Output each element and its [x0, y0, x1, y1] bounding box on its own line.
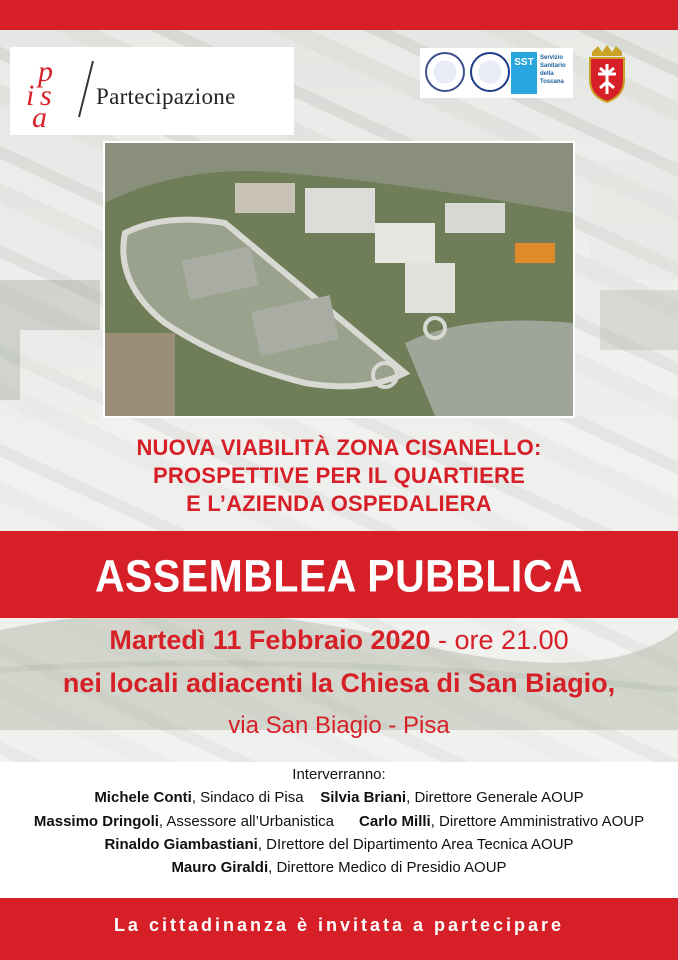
speaker-role: , Direttore Medico di Presidio AOUP	[268, 859, 507, 876]
pisa-crest-icon	[586, 44, 628, 104]
top-red-bar	[0, 0, 678, 30]
university-seal-icon	[425, 52, 465, 92]
speakers-row-4	[0, 859, 678, 876]
speaker-role: , Direttore Generale AOUP	[406, 789, 584, 806]
event-headline	[0, 434, 678, 518]
speakers-intro: Interverranno:	[292, 766, 386, 783]
headline-line-1: NUOVA VIABILITÀ ZONA CISANELLO:	[136, 435, 542, 460]
event-time: - ore 21.00	[438, 625, 569, 655]
event-address: via San Biagio - Pisa	[228, 712, 450, 739]
headline-line-3: E L’AZIENDA OSPEDALIERA	[186, 491, 492, 516]
speakers-panel	[0, 762, 678, 898]
speakers-row-2	[0, 813, 678, 830]
footer-banner	[0, 898, 678, 960]
logo-divider	[78, 61, 94, 117]
speaker-name: Massimo Dringoli	[33, 813, 159, 830]
speaker-role: , DIrettore del Dipartimento Area Tecnica AOUP	[257, 836, 574, 853]
speaker-name: Michele Conti	[94, 789, 192, 806]
speakers-row-1	[0, 789, 678, 806]
speaker-role: , Direttore Amministrativo AOUP	[430, 813, 645, 830]
sst-logo-box: SST	[511, 52, 537, 94]
event-venue: nei locali adiacenti la Chiesa di San Biagio,	[62, 668, 616, 698]
speakers-row-3	[0, 836, 678, 853]
isa-logo-icon	[24, 53, 76, 129]
event-date-line	[0, 625, 678, 656]
sponsor-logos-panel	[420, 48, 573, 98]
headline-line-2: PROSPETTIVE PER IL QUARTIERE	[153, 463, 525, 488]
speaker-name: Mauro Giraldi	[171, 859, 269, 876]
svg-text:a: a	[32, 101, 47, 129]
event-date: Martedì 11 Febbraio 2020	[109, 625, 431, 655]
speaker-name: Carlo Milli	[359, 813, 431, 830]
speaker-role: , Sindaco di Pisa	[191, 789, 304, 806]
footer-invitation: La cittadinanza è invitata a partecipare	[113, 915, 565, 935]
aerial-hospital-photo	[103, 141, 575, 418]
banner-title: ASSEMBLEA PUBBLICA	[94, 550, 584, 602]
sst-logo-text: Servizio Sanitario della Toscana	[540, 55, 566, 85]
speaker-name: Silvia Briani	[320, 789, 407, 806]
svg-text:s: s	[40, 79, 52, 112]
logo-title: Partecipazione	[96, 84, 236, 109]
sst-logo	[511, 52, 569, 94]
partecipazione-logo-panel	[10, 47, 294, 135]
svg-text:i: i	[26, 79, 35, 112]
speaker-name: Rinaldo Giambastiani	[104, 836, 258, 853]
svg-text:p: p	[38, 55, 53, 88]
title-banner	[0, 531, 678, 618]
speaker-role: , Assessore all’Urbanistica	[158, 813, 334, 830]
sant-anna-seal-icon	[470, 52, 510, 92]
